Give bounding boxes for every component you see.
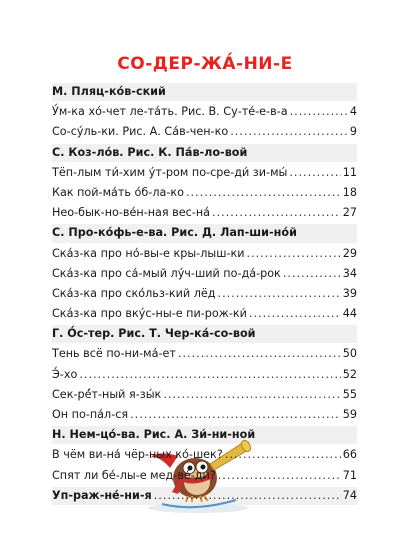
toc-entry[interactable] bbox=[52, 244, 357, 264]
leader-dots bbox=[186, 183, 341, 203]
author-name: Г. О́с-тер. Рис. Т. Чер-ка́-со-вой bbox=[52, 327, 256, 341]
page-number: 74 bbox=[342, 488, 357, 502]
entry-title: В чём ви-на́ чёр-ных ко́-шек? bbox=[52, 448, 223, 462]
toc-entry[interactable] bbox=[52, 102, 357, 122]
leader-dots bbox=[289, 163, 340, 183]
leader-dots bbox=[283, 264, 341, 284]
toc-entry[interactable] bbox=[52, 183, 357, 203]
section-heading bbox=[52, 82, 357, 102]
entry-title: Тень всё по-ни-ма́-ет bbox=[52, 347, 176, 361]
page-number: 39 bbox=[342, 286, 357, 300]
leader-dots bbox=[247, 244, 341, 264]
leader-dots bbox=[212, 203, 341, 223]
page-number: 9 bbox=[349, 125, 357, 139]
section-heading bbox=[52, 324, 357, 344]
leader-dots bbox=[130, 405, 341, 425]
toc-entry[interactable] bbox=[52, 466, 357, 486]
leader-dots bbox=[178, 344, 341, 364]
page-number: 34 bbox=[342, 266, 357, 280]
toc-entry[interactable] bbox=[52, 344, 357, 364]
section-heading bbox=[52, 223, 357, 243]
toc-entry[interactable] bbox=[52, 445, 357, 465]
entry-title: Как пой-ма́ть о́б-ла-ко bbox=[52, 185, 184, 199]
toc-entry[interactable] bbox=[52, 203, 357, 223]
entry-title: Ска́з-ка про но́-вы-е кры-лыш-ки bbox=[52, 246, 245, 260]
page-title: СО-ДЕР-ЖА́-НИ-Е bbox=[117, 54, 293, 74]
leader-dots bbox=[225, 445, 341, 465]
toc-entry[interactable] bbox=[52, 385, 357, 405]
entry-title: Ска́з-ка про са́-мый лу́ч-ший по-да́-рок bbox=[52, 266, 281, 280]
page-number: 29 bbox=[342, 246, 357, 260]
page-number: 27 bbox=[342, 206, 357, 220]
toc-entry[interactable] bbox=[52, 122, 357, 142]
author-name: Н. Нем-цо́-ва. Рис. А. Зи́-ни-ной bbox=[52, 428, 256, 442]
toc-entry[interactable] bbox=[52, 405, 357, 425]
table-of-contents bbox=[52, 82, 357, 506]
entry-title: У́м-ка хо́-чет ле-та́ть. Рис. В. Су-те́-е-в-а bbox=[52, 105, 288, 119]
page-number: 71 bbox=[342, 468, 357, 482]
leader-dots bbox=[249, 304, 341, 324]
page-number: 52 bbox=[342, 367, 357, 381]
author-name: С. Коз-ло́в. Рис. К. Па́в-ло-вой bbox=[52, 145, 248, 159]
toc-entry[interactable] bbox=[52, 264, 357, 284]
entry-title: Э́-хо bbox=[52, 367, 78, 381]
leader-dots bbox=[218, 466, 341, 486]
entry-title: Со-су́ль-ки. Рис. А. Са́в-чен-ко bbox=[52, 125, 229, 139]
toc-entry[interactable] bbox=[52, 163, 357, 183]
entry-title: Ска́з-ка про ско́льз-кий лёд bbox=[52, 286, 216, 300]
entry-title: Ска́з-ка про вку́с-ны-е пи-рож-ки́ bbox=[52, 307, 247, 321]
section-heading bbox=[52, 425, 357, 445]
page-number: 59 bbox=[342, 408, 357, 421]
page-number: 44 bbox=[342, 307, 357, 321]
toc-entry[interactable] bbox=[52, 304, 357, 324]
toc-entry-exercises[interactable] bbox=[52, 486, 357, 506]
leader-dots bbox=[290, 102, 348, 122]
leader-dots bbox=[163, 385, 340, 405]
author-name: М. Пляц-ко́в-ский bbox=[52, 85, 166, 98]
page-number: 18 bbox=[342, 185, 357, 199]
leader-dots bbox=[218, 284, 341, 304]
toc-entry[interactable] bbox=[52, 365, 357, 385]
page-number: 55 bbox=[342, 387, 357, 401]
entry-title: Сек-рé́т-ный я-зы́к bbox=[52, 387, 162, 401]
entry-title: Он по-па́л-ся bbox=[52, 408, 129, 421]
page-number: 50 bbox=[342, 347, 357, 361]
entry-title: Уп-раж-не́-ни-я bbox=[52, 488, 152, 502]
leader-dots bbox=[230, 122, 348, 142]
toc-entry[interactable] bbox=[52, 284, 357, 304]
entry-title: Спят ли бе́-лы-е мед-ве́-ди? bbox=[52, 468, 216, 482]
leader-dots bbox=[154, 486, 341, 506]
page-number: 66 bbox=[342, 448, 357, 462]
section-heading bbox=[52, 143, 357, 163]
page-number: 11 bbox=[342, 165, 357, 179]
leader-dots bbox=[79, 365, 340, 385]
entry-title: Тёп-лым ти́-хим у́т-ром по-сре-ди́ зи-мы́ bbox=[52, 165, 288, 179]
entry-title: Нео-бык-но-ве́н-ная вес-на́ bbox=[52, 206, 211, 220]
author-name: С. Про-ко́фь-е-ва. Рис. Д. Лап-ши-но́й bbox=[52, 226, 297, 240]
page-number: 4 bbox=[349, 105, 357, 119]
